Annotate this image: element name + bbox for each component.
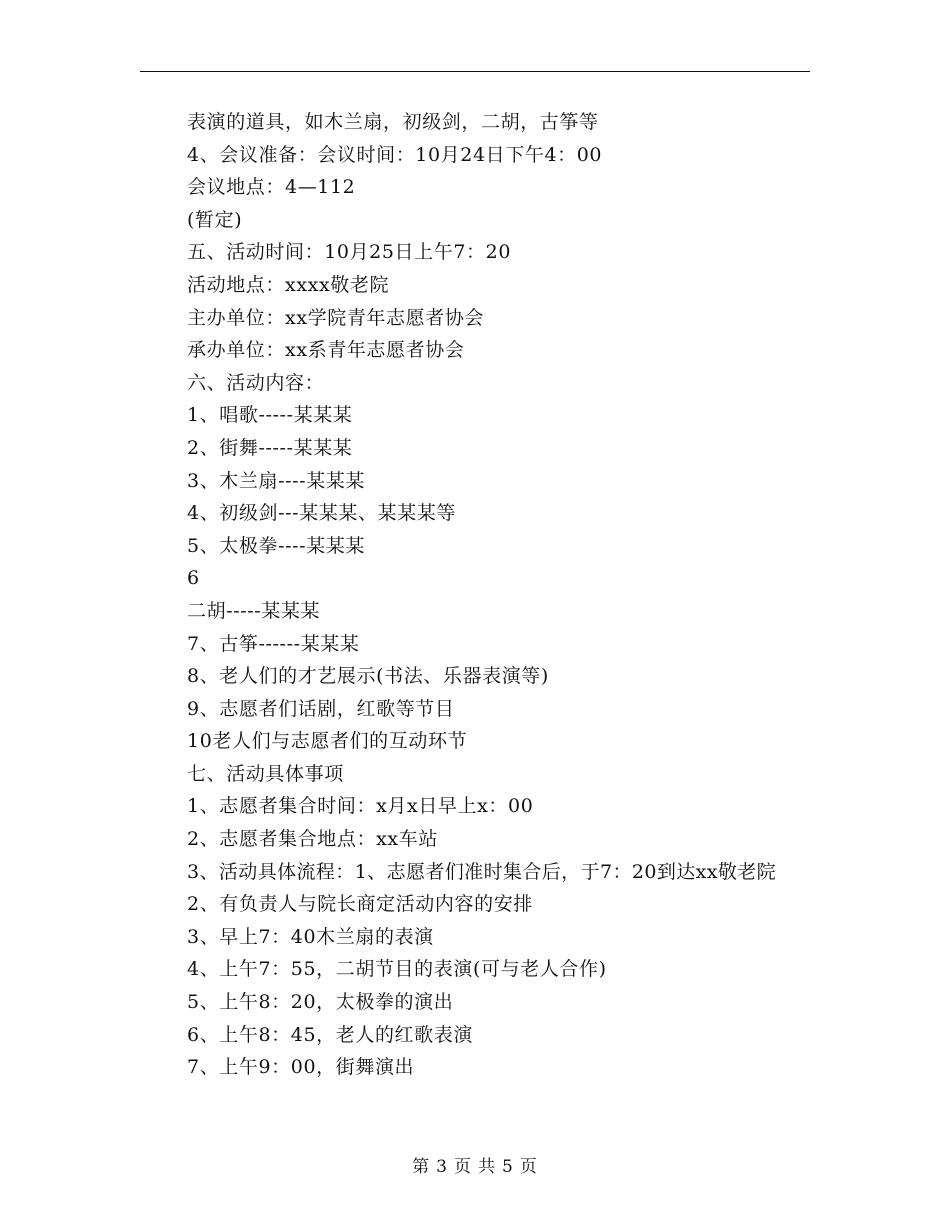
list-item: 7、古筝------某某某	[187, 632, 360, 655]
list-item: 6、上午8：45，老人的红歌表演	[187, 1023, 473, 1046]
section-heading: 七、活动具体事项	[187, 762, 344, 785]
body-line: 主办单位：xx学院青年志愿者协会	[187, 306, 485, 329]
list-item: 4、上午7：55，二胡节目的表演(可与老人合作)	[187, 958, 607, 981]
page-footer	[0, 1152, 950, 1177]
footer-suffix: 页	[519, 1157, 538, 1177]
body-line: 活动地点：xxxx敬老院	[187, 273, 390, 296]
footer-page-label: 页	[454, 1157, 472, 1177]
body-line: (暂定)	[187, 208, 243, 231]
body-line: 4、会议准备：会议时间：10月24日下午4：00	[187, 143, 603, 166]
list-item: 2、街舞-----某某某	[187, 436, 353, 459]
header-rule	[140, 71, 810, 72]
list-item: 5、上午8：20，太极拳的演出	[187, 991, 454, 1014]
list-item: 3、木兰扇----某某某	[187, 469, 365, 492]
list-item: 7、上午9：00，街舞演出	[187, 1056, 415, 1079]
total-pages-number: 5	[502, 1157, 514, 1177]
body-line: 会议地点：4—112	[187, 176, 356, 199]
section-heading: 六、活动内容：	[187, 371, 325, 394]
document-body	[140, 106, 810, 1084]
body-line: 承办单位：xx系青年志愿者协会	[187, 339, 465, 362]
list-item: 2、有负责人与院长商定活动内容的安排	[187, 893, 533, 916]
list-item: 9、志愿者们话剧，红歌等节目	[187, 697, 455, 720]
list-item: 4、初级剑---某某某、某某某等	[187, 502, 456, 525]
list-item: 3、活动具体流程：1、志愿者们准时集合后，于7：20到达xx敬老院	[187, 860, 777, 883]
section-heading: 五、活动时间：10月25日上午7：20	[187, 241, 512, 264]
list-item: 5、太极拳----某某某	[187, 534, 365, 557]
list-item: 二胡-----某某某	[187, 599, 321, 622]
list-item: 3、早上7：40木兰扇的表演	[187, 925, 434, 948]
current-page-number: 3	[436, 1157, 448, 1177]
list-item: 1、唱歌-----某某某	[187, 404, 353, 427]
list-item: 6	[187, 567, 200, 590]
footer-total-label: 共	[478, 1157, 496, 1177]
list-item: 10老人们与志愿者们的互动环节	[187, 730, 468, 753]
list-item: 2、志愿者集合地点：xx车站	[187, 828, 438, 851]
body-line: 表演的道具，如木兰扇，初级剑，二胡，古筝等	[187, 111, 599, 133]
list-item: 1、志愿者集合时间：x月x日早上x：00	[187, 795, 534, 818]
footer-prefix: 第	[412, 1157, 431, 1177]
list-item: 8、老人们的才艺展示(书法、乐器表演等)	[187, 665, 549, 688]
